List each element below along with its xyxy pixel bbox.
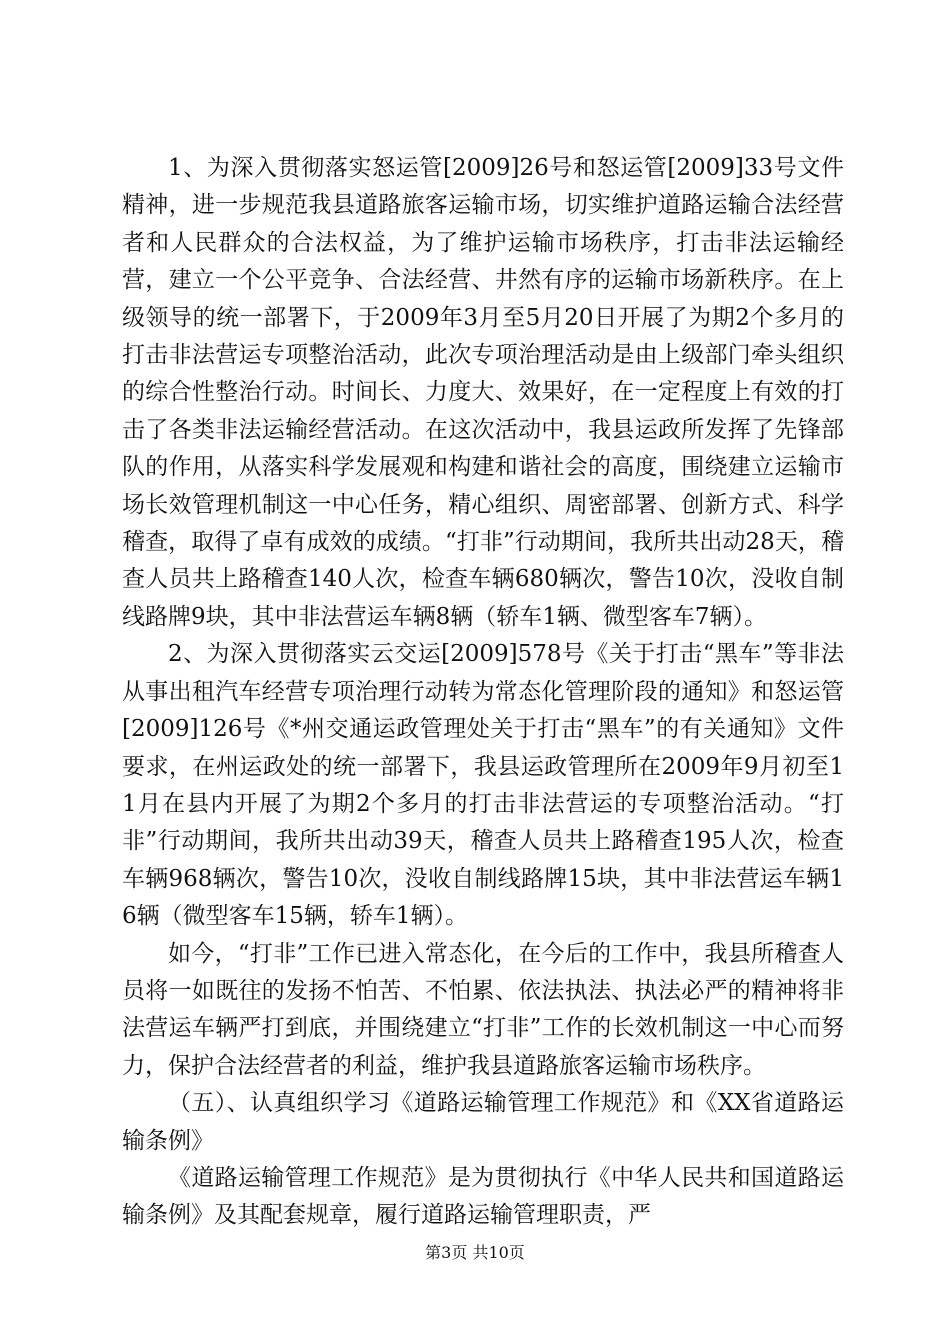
- page-number-footer: 第3页 共10页: [425, 1243, 525, 1262]
- section-heading: （五）、认真组织学习《道路运输管理工作规范》和《XX省道路运输条例》: [122, 1090, 844, 1154]
- paragraph-2: 2、为深入贯彻落实云交运[2009]578号《关于打击“黑车”等非法从事出租汽车经营专项治理行动转为常态化管理阶段的通知》和怒运管[2009]126号《*州交通运政管理处关于打击“黑车”的有关通知》文件要求，在州运政处的统一部署下，我县运政管理所在2009年9月初至11月在县内开展了为期2个多月的打击非法营运的专项整治活动。“打非”行动期间，我所共出动39天，稽查人员共上路稽查195人次，检查车辆968辆次，警告10次，没收自制线路牌15块，其中非法营运车辆16辆（微型客车15辆，轿车1辆）。: [122, 641, 844, 930]
- paragraph-5: 《道路运输管理工作规范》是为贯彻执行《中华人民共和国道路运输条例》及其配套规章，履行道路运输管理职责，严: [122, 1164, 844, 1229]
- paragraph-1: 1、为深入贯彻落实怒运管[2009]26号和怒运管[2009]33号文件精神，进一步规范我县道路旅客运输市场，切实维护道路运输合法经营者和人民群众的合法权益，为了维护运输市场秩序，打击非法运输经营，建立一个公平竞争、合法经营、井然有序的运输市场新秩序。在上级领导的统一部署下，于2009年3月至5月20日开展了为期2个多月的打击非法营运专项整治活动，此次专项治理活动是由上级部门牵头组织的综合性整治行动。时间长、力度大、效果好，在一定程度上有效的打击了各类非法运输经营活动。在这次活动中，我县运政所发挥了先锋部队的作用，从落实科学发展观和构建和谐社会的高度，围绕建立运输市场长效管理机制这一中心任务，精心组织、周密部署、创新方式、科学稽查，取得了卓有成效的成绩。“打非”行动期间，我所共出动28天，稽查人员共上路稽查140人次，检查车辆680辆次，警告10次，没收自制线路牌9块，其中非法营运车辆8辆（轿车1辆、微型客车7辆）。: [122, 155, 844, 630]
- paragraph-3: 如今，“打非”工作已进入常态化，在今后的工作中，我县所稽查人员将一如既往的发扬不怕苦、不怕累、依法执法、执法必严的精神将非法营运车辆严打到底，并围绕建立“打非”工作的长效机制这一中心而努力，保护合法经营者的利益，维护我县道路旅客运输市场秩序。: [122, 940, 844, 1079]
- document-body: [122, 150, 844, 1235]
